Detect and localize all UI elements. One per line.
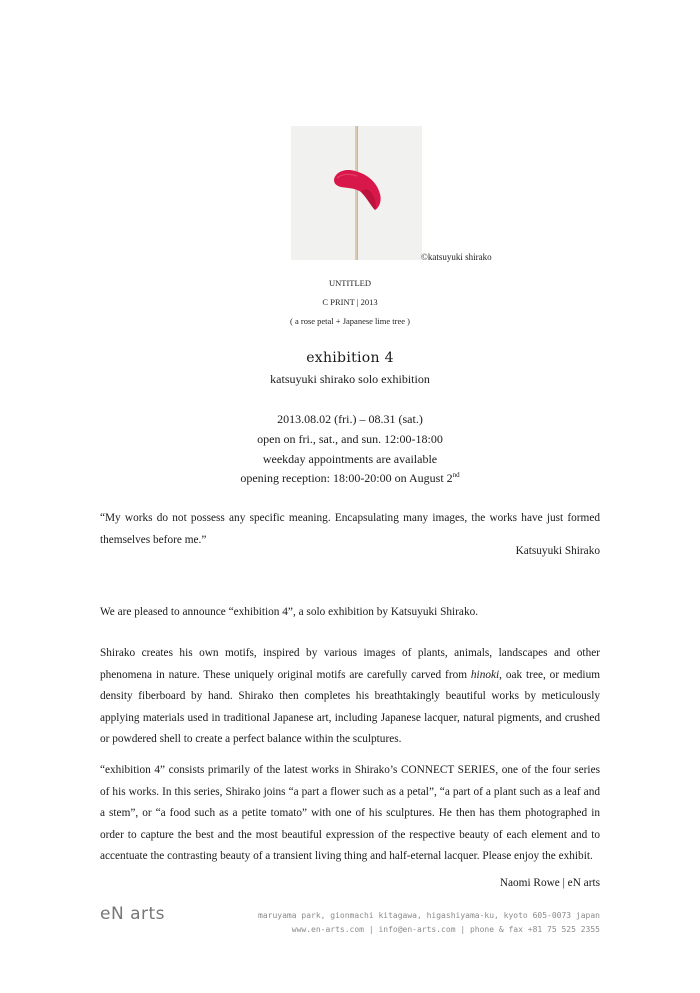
opening-reception xyxy=(0,471,700,486)
artwork-title: UNTITLED xyxy=(328,278,371,288)
exhibition-title: exhibition 4 xyxy=(306,350,394,366)
connect-series-paragraph: “exhibition 4” consists primarily of the latest works in Shirako’s CONNECT SERIES, one of the four series of his works. In this series, Shirako joins “a part a flower such as a petal”, “a part of a plant such as a leaf and a stem”, or “a food such as a petite tomato” with one of his sculptures. He then has them photographed in order to capture the best and the most beautiful expression of the respective beauty of each element and to accentuate the contrasting beauty of a transient living thing and half-eternal lacquer. Please enjoy the exhibit. xyxy=(100,764,600,862)
artwork-materials: ( a rose petal + Japanese lime tree ) xyxy=(290,316,410,326)
announcement-paragraph: We are pleased to announce “exhibition 4”, a solo exhibition by Katsuyuki Shirako. xyxy=(100,606,479,618)
motifs-text-2: , oak tree, or medium density fiberboard by hand. Shirako then completes his breathtakingly beautiful works by meticulously applying materials used in traditional Japanese art, including Japanese lacquer, natural pigments, and crushed or powdered shell to create a perfect balance within the sculptures. xyxy=(100,668,601,745)
quote-author: Katsuyuki Shirako xyxy=(515,545,600,557)
motifs-text-1: Shirako creates his own motifs, inspired by various images of plants, animals, landscapes and other phenomena in nature. These uniquely original motifs are carefully carved from xyxy=(100,647,600,681)
appointment-note: weekday appointments are available xyxy=(262,452,438,466)
opening-hours: open on fri., sat., and sun. 12:00-18:00 xyxy=(257,432,443,446)
rose-petal-image xyxy=(291,126,422,260)
en-arts-logo: eN arts xyxy=(100,904,166,924)
gallery-address: maruyama park, gionmachi kitagawa, higashiyama-ku, kyoto 605-0073 japan xyxy=(258,911,600,920)
reception-ordinal: nd xyxy=(452,471,460,479)
motifs-italic-hinoki: hinoki xyxy=(470,668,500,681)
motifs-paragraph xyxy=(100,643,600,751)
reception-text: opening reception: 18:00-20:00 on August 2 xyxy=(240,471,453,485)
artist-quote: “My works do not possess any specific meaning. Encapsulating many images, the works have just formed themselves before me.” xyxy=(100,512,600,546)
exhibition-dates: 2013.08.02 (fri.) – 08.31 (sat.) xyxy=(277,412,423,426)
photo-credit: ©katsuyuki shirako xyxy=(421,252,492,262)
artwork-photo xyxy=(291,126,422,260)
exhibition-subtitle: katsuyuki shirako solo exhibition xyxy=(270,372,430,386)
artwork-medium: C PRINT | 2013 xyxy=(322,297,378,307)
gallery-contact: www.en-arts.com | info@en-arts.com | phone & fax +81 75 525 2355 xyxy=(291,925,600,934)
signature: Naomi Rowe | eN arts xyxy=(499,877,600,889)
